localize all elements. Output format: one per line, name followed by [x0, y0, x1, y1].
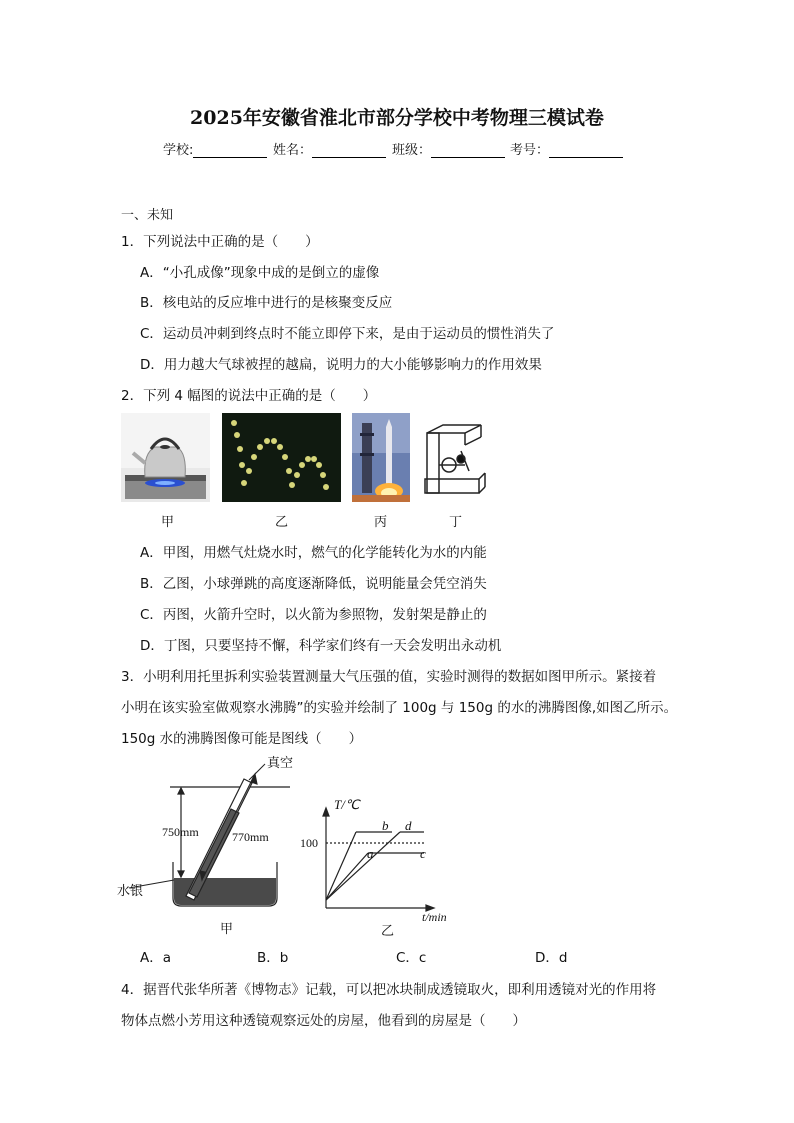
kettle-stove-image: [121, 413, 210, 502]
q4-line1: 4．据晋代张华所著《博物志》记载，可以把冰块制成透镜取火，即利用透镜对光的作用将: [121, 982, 657, 998]
mercury-label: 水银: [117, 883, 144, 898]
height-750-label: 750mm: [162, 825, 199, 839]
boiling-curves-figure: [300, 790, 450, 918]
class-blank: [431, 144, 505, 158]
fig-yi-caption: 乙: [381, 924, 395, 939]
q3-line3: 150g 水的沸腾图像可能是图线（ ）: [121, 731, 363, 747]
height-770-label: 770mm: [232, 830, 269, 844]
q1-option-a: A．“小孔成像”现象中成的是倒立的虚像: [140, 265, 380, 281]
q1-option-d: D．用力越大气球被捏的越扁，说明力的大小能够影响力的作用效果: [140, 357, 542, 373]
q1-option-c: C．运动员冲刺到终点时不能立即停下来，是由于运动员的惯性消失了: [140, 326, 555, 342]
q2-option-c: C．丙图，火箭升空时，以火箭为参照物，发射架是静止的: [140, 607, 487, 623]
curve-label-b: b: [382, 818, 389, 833]
q2-option-a: A．甲图，用燃气灶烧水时，燃气的化学能转化为水的内能: [140, 545, 487, 561]
rocket-launch-image: [352, 413, 410, 502]
q3-option-d: D．d: [535, 950, 568, 966]
info-school: [163, 139, 267, 158]
info-class: [392, 139, 505, 158]
tick-100-label: 100: [300, 836, 318, 850]
q2-caption-yi: 乙: [275, 515, 289, 530]
q1-stem: 1．下列说法中正确的是（ ）: [121, 234, 319, 250]
q2-caption-jia: 甲: [161, 515, 175, 530]
curve-label-c: c: [420, 846, 426, 861]
q4-line2: 物体点燃小芳用这种透镜观察远处的房屋，他看到的房屋是（ ）: [121, 1013, 526, 1029]
section-heading: 一、未知: [121, 208, 174, 223]
curve-label-a: a: [367, 846, 374, 861]
q2-option-d: D．丁图，只要坚持不懈，科学家们终有一天会发明出永动机: [140, 638, 502, 654]
info-exam-no: [510, 139, 623, 158]
name-blank: [312, 144, 386, 158]
q3-line1: 3．小明利用托里拆利实验装置测量大气压强的值，实验时测得的数据如图甲所示。紧接着: [121, 669, 657, 685]
q3-option-b: B．b: [257, 950, 289, 966]
name-label: 姓名：: [273, 143, 313, 158]
q2-stem: 2．下列 4 幅图的说法中正确的是（ ）: [121, 388, 377, 404]
q3-option-a: A．a: [140, 950, 172, 966]
bouncing-ball-image: [222, 413, 341, 502]
curve-label-d: d: [405, 818, 412, 833]
q3-line2: 小明在该实验室做观察水沸腾”的实验并绘制了 100g 与 150g 的水的沸腾图像,如图乙所示。: [121, 700, 678, 716]
q1-option-b: B．核电站的反应堆中进行的是核聚变反应: [140, 295, 393, 311]
y-axis-text: T/℃: [334, 797, 360, 812]
q2-option-b: B．乙图，小球弹跳的高度逐渐降低，说明能量会凭空消失: [140, 576, 487, 592]
q3-option-c: C．c: [396, 950, 427, 966]
perpetual-motion-drawing: [421, 423, 489, 501]
x-axis-label: t/min: [422, 910, 447, 924]
exam-no-blank: [549, 144, 623, 158]
fig-jia-caption: 甲: [220, 922, 234, 937]
school-blank: [193, 144, 267, 158]
q2-caption-bing: 丙: [374, 515, 388, 530]
info-name: [273, 139, 386, 158]
class-label: 班级：: [392, 143, 432, 158]
page-title: 2025年安徽省淮北市部分学校中考物理三模试卷: [190, 107, 604, 129]
vacuum-label: 真空: [267, 755, 294, 770]
q2-caption-ding: 丁: [449, 515, 463, 530]
y-axis-label: [334, 797, 359, 813]
school-label: 学校:: [163, 143, 194, 158]
exam-no-label: 考号：: [510, 143, 550, 158]
